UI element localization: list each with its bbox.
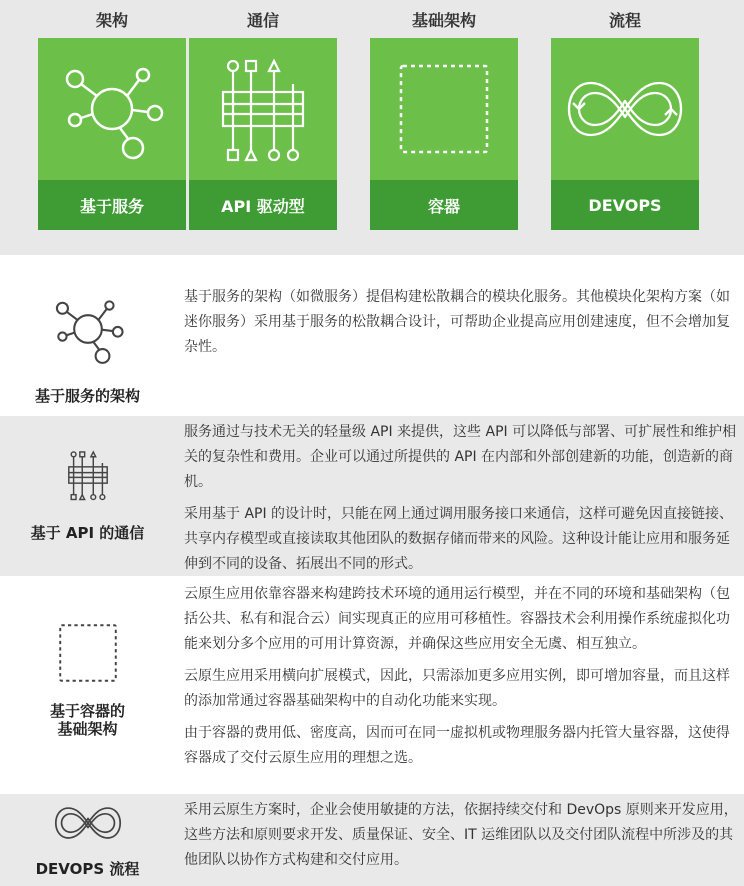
row-api-communication — [0, 416, 744, 576]
row-left-panel — [0, 416, 175, 576]
network-node-icon — [57, 54, 167, 164]
row-description — [184, 285, 740, 367]
overview-panel — [0, 0, 744, 255]
api-grid-icon — [64, 446, 112, 504]
row-left-panel — [0, 794, 175, 886]
column-icon-box — [370, 38, 518, 180]
row-title-line: 基于容器的 — [49, 702, 125, 720]
row-devops-process — [0, 794, 744, 886]
row-left-panel — [0, 578, 175, 790]
row-description — [184, 798, 740, 880]
column-label: 容器 — [370, 180, 518, 230]
column-label: 基于服务 — [38, 180, 186, 230]
api-grid-icon — [213, 54, 313, 164]
row-service-architecture — [0, 279, 744, 413]
column-process — [551, 0, 699, 230]
row-description — [184, 582, 740, 778]
column-icon-box — [38, 38, 186, 180]
row-description — [184, 420, 740, 584]
dashed-container-icon — [396, 61, 492, 157]
row-title-line: 基础架构 — [57, 720, 118, 738]
column-icon-box — [189, 38, 337, 180]
paragraph: 由于容器的费用低、密度高，因而可在同一虚拟机或物理服务器内托管大量容器，这使得容器成了交付云原生应用的理想之选。 — [184, 725, 730, 766]
column-heading: 架构 — [95, 11, 128, 30]
column-infrastructure — [370, 0, 518, 230]
paragraph: 云原生应用采用横向扩展模式，因此，只需添加更多应用实例，即可增加容量，而且这样的添加常通过容器基础架构中的自动化功能来实现。 — [184, 668, 730, 709]
paragraph: 云原生应用依靠容器来构建跨技术环境的通用运行模型，并在不同的环境和基础架构（包括公共、私有和混合云）间实现真正的应用可移植性。容器技术会利用操作系统虚拟化功能来划分多个应用的可用计算资源，并确保这些应用安全无虞、相互独立。 — [184, 586, 730, 652]
column-icon-box — [551, 38, 699, 180]
row-title: 基于服务的架构 — [34, 387, 140, 405]
column-heading: 基础架构 — [411, 11, 476, 30]
row-title: 基于 API 的通信 — [30, 524, 145, 542]
paragraph: 采用云原生方案时，企业会使用敏捷的方法，依据持续交付和 DevOps 原则来开发应用，这些方法和原则要求开发、质量保证、安全、IT 运维团队以及交付团队流程中所涉及的其他团队以协作方式构建和交付应用。 — [184, 802, 738, 868]
paragraph: 基于服务的架构（如微服务）提倡构建松散耦合的模块化服务。其他模块化架构方案（如迷你服务）采用基于服务的松散耦合设计，可帮助企业提高应用创建速度，但不会增加复杂性。 — [184, 289, 730, 355]
column-heading: 通信 — [246, 11, 279, 30]
paragraph: 采用基于 API 的设计时，只能在网上通过调用服务接口来通信，这样可避免因直接链接、共享内存模型或直接读取其他团队的数据存储而带来的风险。这种设计能让应用和服务延伸到不同的设备、拓展出不同的形式。 — [184, 506, 734, 572]
column-heading: 流程 — [608, 11, 641, 30]
devops-loop-icon — [52, 800, 124, 846]
row-left-panel — [0, 279, 175, 413]
column-architecture — [38, 0, 186, 230]
dashed-container-icon — [57, 622, 119, 684]
row-title: DEVOPS 流程 — [35, 860, 140, 878]
column-label: API 驱动型 — [189, 180, 337, 230]
row-title — [0, 702, 175, 738]
paragraph: 服务通过与技术无关的轻量级 API 来提供，这些 API 可以降低与部署、可扩展性和维护相关的复杂性和费用。企业可以通过所提供的 API 在内部和外部创建新的功能，创造新的商机。 — [184, 424, 737, 490]
column-label: DEVOPS — [551, 180, 699, 230]
devops-loop-icon — [565, 69, 685, 149]
column-communication — [189, 0, 337, 230]
row-container-infrastructure — [0, 578, 744, 790]
network-node-icon — [50, 291, 126, 367]
